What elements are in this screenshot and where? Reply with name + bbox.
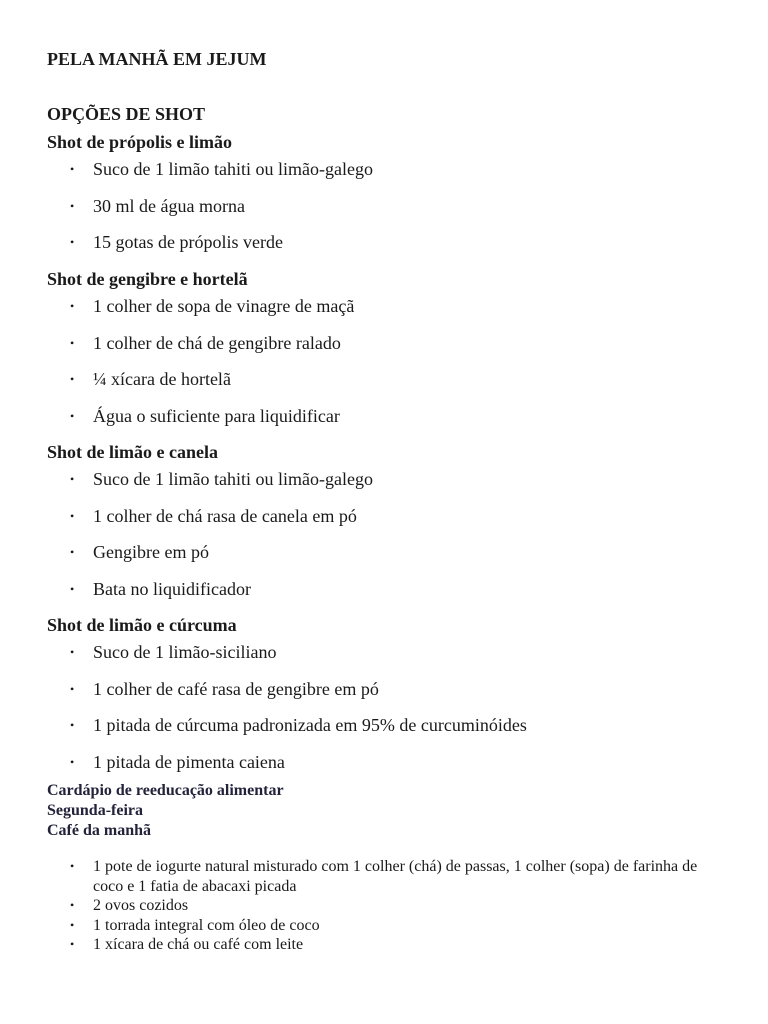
meal-list: [47, 857, 727, 955]
bullet-icon: •: [70, 859, 75, 873]
section-title-shot-options: OPÇÕES DE SHOT: [47, 104, 206, 124]
shot-title: Shot de limão e canela: [47, 442, 218, 462]
list-item: [47, 226, 727, 263]
menu-day: Segunda-feira: [47, 802, 143, 819]
list-item-text: 1 xícara de chá ou café com leite: [93, 936, 304, 953]
list-item-text: ¼ xícara de hortelã: [93, 369, 231, 389]
bullet-icon: •: [70, 681, 75, 696]
bullet-icon: •: [70, 545, 75, 559]
shot-title: Shot de limão e cúrcuma: [47, 615, 237, 635]
menu-section: [47, 781, 727, 955]
list-item: [47, 327, 727, 364]
ingredient-list: [47, 636, 727, 782]
list-item: [47, 190, 727, 227]
ingredient-list: [47, 153, 727, 263]
ingredient-list: [47, 290, 727, 436]
bullet-icon: •: [70, 898, 75, 912]
list-item: [47, 500, 727, 537]
list-item: [47, 673, 727, 710]
list-item-text: Suco de 1 limão tahiti ou limão-galego: [93, 159, 373, 179]
ingredient-list: [47, 463, 727, 609]
bullet-icon: •: [70, 408, 75, 423]
list-item-text: 1 colher de chá de gengibre ralado: [93, 332, 341, 353]
list-item-text: 1 torrada integral com óleo de coco: [93, 916, 320, 934]
page-title: PELA MANHÃ EM JEJUM: [47, 49, 267, 69]
list-item: [47, 536, 727, 573]
shot-limao-canela: [47, 441, 727, 609]
list-item-text: 1 colher de sopa de vinagre de maçã: [93, 296, 355, 316]
bullet-icon: •: [70, 508, 75, 523]
list-item-text: Suco de 1 limão tahiti ou limão-galego: [93, 469, 373, 489]
bullet-icon: •: [70, 917, 75, 932]
list-item: [47, 935, 727, 955]
list-item-text: Água o suficiente para liquidificar: [93, 405, 340, 426]
menu-meal: Café da manhã: [47, 822, 152, 839]
list-item-text: 1 colher de café rasa de gengibre em pó: [93, 678, 379, 699]
list-item-text: 2 ovos cozidos: [93, 897, 189, 914]
shot-title: Shot de própolis e limão: [47, 132, 233, 152]
list-item: [47, 363, 727, 400]
list-item: [47, 746, 727, 783]
bullet-icon: •: [70, 335, 75, 350]
list-item: [47, 573, 727, 610]
bullet-icon: •: [70, 372, 75, 386]
list-item-text: 30 ml de água morna: [93, 195, 245, 216]
list-item: [47, 290, 727, 327]
list-item-text: 1 pitada de cúrcuma padronizada em 95% de curcuminóides: [93, 715, 527, 735]
shot-propolis-limao: [47, 131, 727, 263]
list-item-text: 1 pote de iogurte natural misturado com 1 colher (chá) de passas, 1 colher (sopa) de farinha de coco e 1 fatia de abacaxi picada: [93, 858, 698, 895]
shot-gengibre-hortela: [47, 268, 727, 436]
list-item: [47, 709, 727, 746]
list-item-text: 15 gotas de própolis verde: [93, 232, 283, 252]
list-item-text: Suco de 1 limão-siciliano: [93, 642, 277, 662]
list-item: [47, 916, 727, 936]
list-item: [47, 636, 727, 673]
list-item-text: 1 pitada de pimenta caiena: [93, 751, 285, 772]
list-item: [47, 463, 727, 500]
list-item: [47, 153, 727, 190]
bullet-icon: •: [70, 235, 75, 249]
bullet-icon: •: [70, 645, 75, 659]
list-item-text: 1 colher de chá rasa de canela em pó: [93, 505, 357, 526]
shot-limao-curcuma: [47, 614, 727, 782]
list-item: [47, 857, 727, 896]
bullet-icon: •: [70, 198, 75, 213]
bullet-icon: •: [70, 754, 75, 769]
list-item-text: Bata no liquidificador: [93, 578, 251, 599]
bullet-icon: •: [70, 937, 75, 951]
bullet-icon: •: [70, 581, 75, 596]
shot-title: Shot de gengibre e hortelã: [47, 269, 248, 289]
bullet-icon: •: [70, 718, 75, 732]
bullet-icon: •: [70, 472, 75, 486]
bullet-icon: •: [70, 299, 75, 313]
list-item-text: Gengibre em pó: [93, 542, 209, 562]
bullet-icon: •: [70, 162, 75, 176]
list-item: [47, 896, 727, 916]
list-item: [47, 400, 727, 437]
menu-heading: Cardápio de reeducação alimentar: [47, 782, 284, 799]
